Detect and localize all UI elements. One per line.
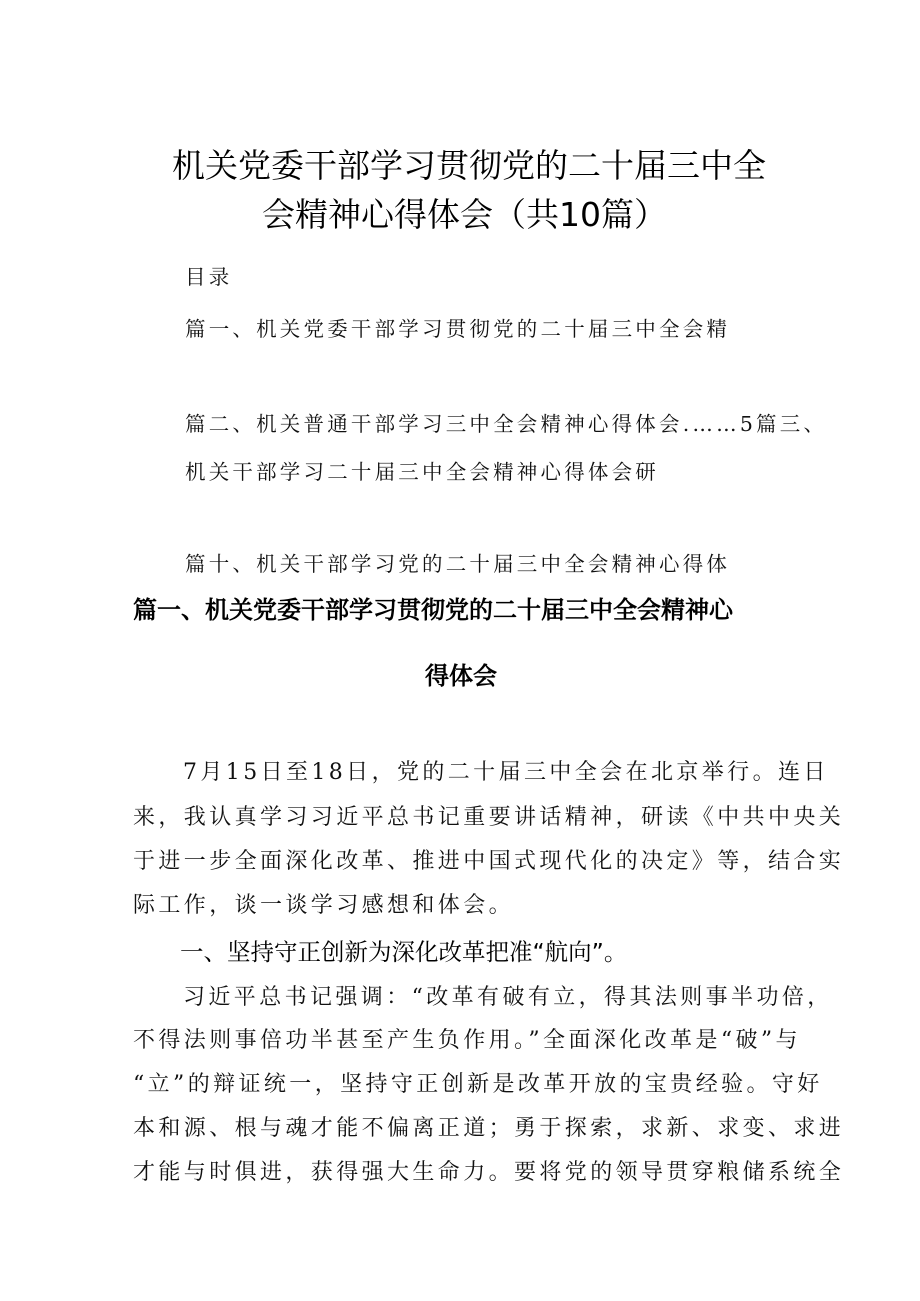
paragraph-line: 不得法则事倍功半甚至产生负作用。”全面深化改革是“破”与 <box>133 1028 801 1053</box>
section-heading: 一、坚持守正创新为深化改革把准“航向”。 <box>180 938 628 966</box>
article-title-line1: 篇一、机关党委干部学习贯彻党的二十届三中全会精神心 <box>133 596 733 624</box>
toc-item-1[interactable]: 篇一、机关党委干部学习贯彻党的二十届三中全会精 <box>185 317 731 341</box>
toc-item-2[interactable]: 篇二、机关普通干部学习三中全会精神心得体会.……5篇三、 <box>185 412 828 436</box>
paragraph-line: 习近平总书记强调：“改革有破有立，得其法则事半功倍， <box>183 985 833 1010</box>
paragraph-line: 于进一步全面深化改革、推进中国式现代化的决定》等，结合实 <box>133 849 845 874</box>
toc-heading: 目录 <box>185 265 233 289</box>
document-title-line1: 机关党委干部学习贯彻党的二十届三中全 <box>172 146 766 185</box>
document-title-line2: 会精神心得体会（共10篇） <box>262 195 667 234</box>
toc-item-3[interactable]: 机关干部学习二十届三中全会精神心得体会研 <box>185 460 659 484</box>
paragraph-line: 际工作，谈一谈学习感想和体会。 <box>133 893 515 918</box>
paragraph-line: “立”的辩证统一，坚持守正创新是改革开放的宝贵经验。守好 <box>133 1072 823 1097</box>
paragraph-line: 本和源、根与魂才能不偏离正道；勇于探索，求新、求变、求进 <box>133 1116 845 1141</box>
article-title-line2: 得体会 <box>425 662 497 690</box>
paragraph-line: 来，我认真学习习近平总书记重要讲话精神，研读《中共中央关 <box>133 805 845 830</box>
paragraph-line: 7月15日至18日，党的二十届三中全会在北京举行。连日 <box>183 760 829 785</box>
paragraph-line: 才能与时俱进，获得强大生命力。要将党的领导贯穿粮储系统全 <box>133 1160 845 1185</box>
toc-item-10[interactable]: 篇十、机关干部学习党的二十届三中全会精神心得体 <box>185 552 731 576</box>
